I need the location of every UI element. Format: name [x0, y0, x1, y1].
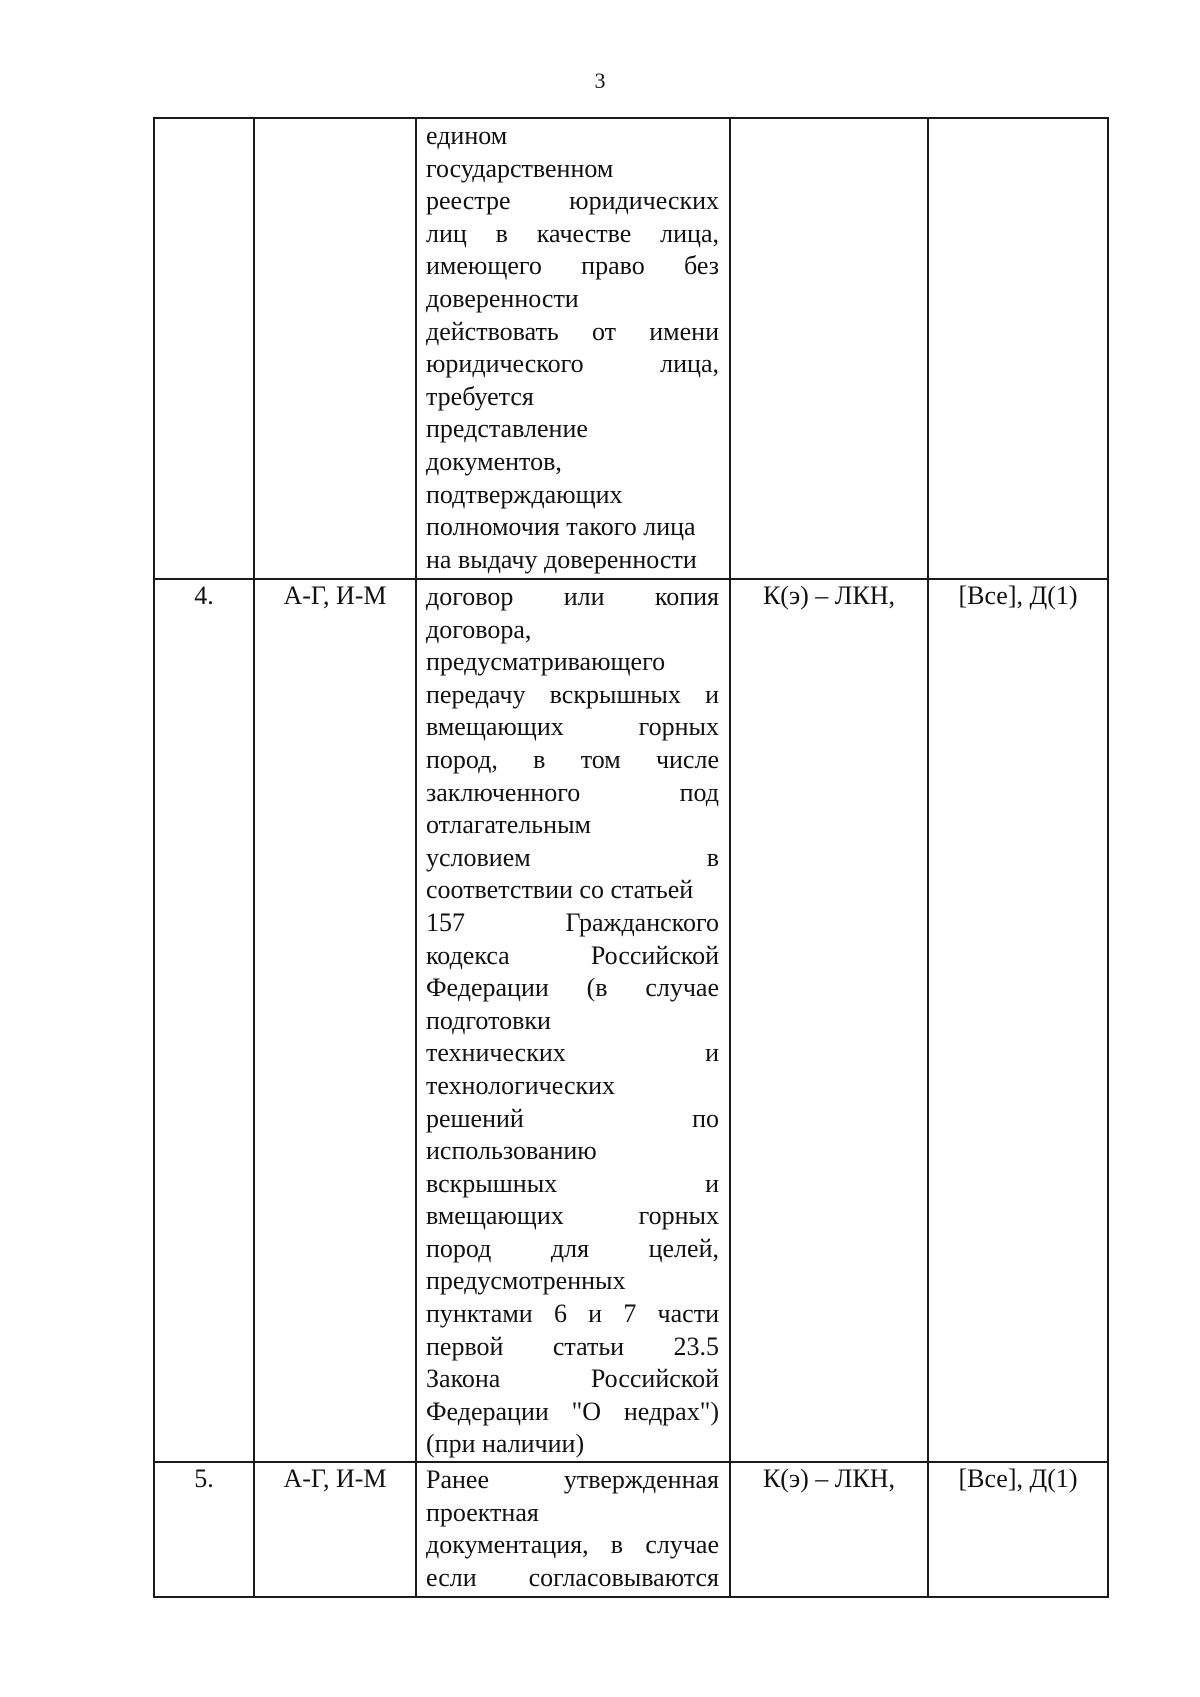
description-line: соответствии со статьей — [426, 875, 694, 905]
description-line: имеющего право без — [426, 251, 719, 281]
description-line: вмещающих горных — [426, 1201, 719, 1231]
description-line: вскрышных и — [426, 1168, 719, 1198]
description-line: реестре юридических — [426, 186, 719, 216]
description-cell — [416, 118, 730, 579]
table-row — [154, 1462, 1108, 1597]
description-line: технических и — [426, 1038, 719, 1068]
row-number-cell: 5. — [154, 1462, 254, 1597]
description-line: документация, в случае — [426, 1530, 719, 1560]
description-line: представление — [426, 414, 588, 444]
description-line: отлагательным — [426, 810, 591, 840]
requirements-table — [153, 117, 1109, 1598]
description-line: заключенного под — [426, 777, 719, 807]
description-line: если согласовываются — [426, 1562, 719, 1592]
category-cell: [Все], Д(1) — [928, 579, 1108, 1462]
description-line: первой статьи 23.5 — [426, 1331, 719, 1361]
description-line: Федерации "О недрах") — [426, 1396, 719, 1426]
page-number: 3 — [594, 68, 606, 93]
description-line: решений по — [426, 1103, 719, 1133]
description-line: государственном — [426, 153, 614, 183]
description-line: проектная — [426, 1497, 539, 1527]
description-line: предусмотренных — [426, 1266, 626, 1296]
description-cell — [416, 1462, 730, 1597]
description-line: кодекса Российской — [426, 940, 719, 970]
form-cell: К(э) – ЛКН, — [730, 579, 928, 1462]
description-line: Федерации (в случае — [426, 973, 719, 1003]
row-number-cell: 4. — [154, 579, 254, 1462]
codes-cell — [254, 118, 416, 579]
description-line: подтверждающих — [426, 479, 623, 509]
description-text — [417, 1463, 729, 1594]
description-line: условием в — [426, 842, 719, 872]
description-line: вмещающих горных — [426, 712, 719, 742]
description-line: использованию — [426, 1136, 597, 1166]
description-cell — [416, 579, 730, 1462]
description-line: пород для целей, — [426, 1233, 719, 1263]
description-text — [417, 580, 729, 1461]
description-line: лиц в качестве лица, — [426, 218, 719, 248]
description-line: действовать от имени — [426, 316, 719, 346]
table-row — [154, 118, 1108, 579]
category-cell — [928, 118, 1108, 579]
description-line: доверенности — [426, 283, 579, 313]
description-text — [417, 119, 729, 576]
description-line: пород, в том числе — [426, 744, 719, 774]
form-cell: К(э) – ЛКН, — [730, 1462, 928, 1597]
description-line: технологических — [426, 1070, 616, 1100]
description-line: на выдачу доверенности — [426, 544, 697, 574]
form-cell — [730, 118, 928, 579]
description-line: едином — [426, 121, 508, 150]
description-line: предусматривающего — [426, 647, 666, 677]
description-line: Ранее утвержденная — [426, 1465, 719, 1495]
description-line: договора, — [426, 614, 532, 644]
description-line: договор или копия — [426, 582, 719, 611]
description-line: пунктами 6 и 7 части — [426, 1299, 719, 1329]
description-line: требуется — [426, 381, 534, 411]
description-line: (при наличии) — [426, 1429, 585, 1459]
description-line: полномочия такого лица — [426, 512, 696, 542]
description-line: передачу вскрышных и — [426, 679, 719, 709]
codes-cell: А-Г, И-М — [254, 1462, 416, 1597]
table-row — [154, 579, 1108, 1462]
category-cell: [Все], Д(1) — [928, 1462, 1108, 1597]
description-line: 157 Гражданского — [426, 907, 719, 937]
description-line: юридического лица, — [426, 349, 719, 379]
row-number-cell — [154, 118, 254, 579]
codes-cell: А-Г, И-М — [254, 579, 416, 1462]
description-line: документов, — [426, 446, 562, 476]
description-line: Закона Российской — [426, 1364, 719, 1394]
description-line: подготовки — [426, 1005, 551, 1035]
